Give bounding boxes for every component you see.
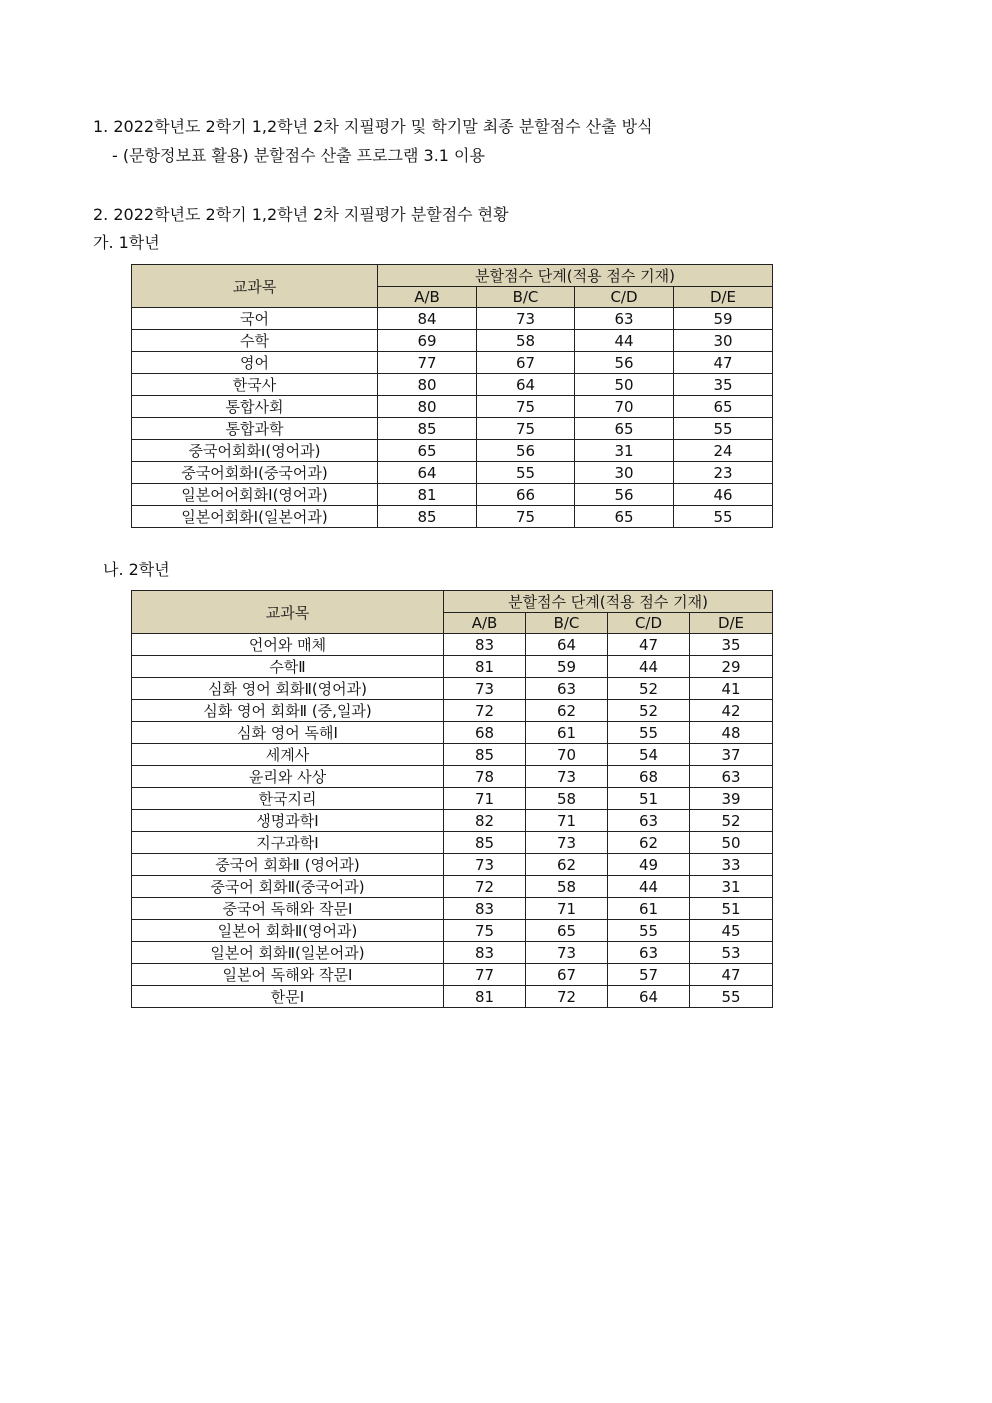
column-header-bc: B/C bbox=[477, 287, 575, 308]
score-cell: 30 bbox=[674, 330, 773, 352]
score-cell: 67 bbox=[526, 964, 608, 986]
score-cell: 51 bbox=[608, 788, 690, 810]
score-cell: 53 bbox=[690, 942, 773, 964]
column-header-de: D/E bbox=[674, 287, 773, 308]
cut-score-group-header: 분할점수 단계(적용 점수 기재) bbox=[378, 265, 773, 287]
score-cell: 85 bbox=[378, 418, 477, 440]
grade1-title: 가. 1학년 bbox=[93, 233, 160, 252]
score-cell: 55 bbox=[690, 986, 773, 1008]
cut-score-group-header: 분할점수 단계(적용 점수 기재) bbox=[444, 591, 773, 613]
grade1-score-table bbox=[131, 264, 773, 528]
grade2-score-table bbox=[131, 590, 773, 1008]
score-cell: 47 bbox=[690, 964, 773, 986]
column-header-de: D/E bbox=[690, 613, 773, 634]
score-cell: 63 bbox=[575, 308, 674, 330]
score-cell: 73 bbox=[526, 942, 608, 964]
score-cell: 52 bbox=[608, 700, 690, 722]
score-cell: 49 bbox=[608, 854, 690, 876]
grade2-title: 나. 2학년 bbox=[103, 560, 170, 579]
score-cell: 47 bbox=[674, 352, 773, 374]
table-row bbox=[132, 418, 773, 440]
table-row bbox=[132, 634, 773, 656]
score-cell: 44 bbox=[575, 330, 674, 352]
table-row bbox=[132, 920, 773, 942]
score-cell: 70 bbox=[575, 396, 674, 418]
score-cell: 67 bbox=[477, 352, 575, 374]
score-cell: 24 bbox=[674, 440, 773, 462]
score-cell: 82 bbox=[444, 810, 526, 832]
score-cell: 54 bbox=[608, 744, 690, 766]
score-cell: 58 bbox=[526, 788, 608, 810]
column-header-ab: A/B bbox=[378, 287, 477, 308]
subject-cell: 중국어회화Ⅰ(중국어과) bbox=[132, 462, 378, 484]
subject-cell: 언어와 매체 bbox=[132, 634, 444, 656]
score-cell: 78 bbox=[444, 766, 526, 788]
score-cell: 69 bbox=[378, 330, 477, 352]
table-row bbox=[132, 744, 773, 766]
table-row bbox=[132, 722, 773, 744]
score-cell: 50 bbox=[690, 832, 773, 854]
score-cell: 85 bbox=[444, 832, 526, 854]
column-header-bc: B/C bbox=[526, 613, 608, 634]
score-cell: 44 bbox=[608, 876, 690, 898]
score-cell: 62 bbox=[526, 700, 608, 722]
score-cell: 65 bbox=[674, 396, 773, 418]
score-cell: 66 bbox=[477, 484, 575, 506]
score-cell: 65 bbox=[526, 920, 608, 942]
score-cell: 65 bbox=[575, 418, 674, 440]
subject-cell: 윤리와 사상 bbox=[132, 766, 444, 788]
score-cell: 71 bbox=[526, 898, 608, 920]
score-cell: 73 bbox=[444, 854, 526, 876]
score-cell: 68 bbox=[444, 722, 526, 744]
section1-detail: - (문항정보표 활용) 분할점수 산출 프로그램 3.1 이용 bbox=[112, 146, 485, 165]
score-cell: 73 bbox=[444, 678, 526, 700]
score-cell: 48 bbox=[690, 722, 773, 744]
score-cell: 72 bbox=[444, 876, 526, 898]
subject-cell: 국어 bbox=[132, 308, 378, 330]
table-row bbox=[132, 700, 773, 722]
score-cell: 56 bbox=[575, 484, 674, 506]
score-cell: 83 bbox=[444, 942, 526, 964]
grade2-table-body bbox=[132, 634, 773, 1008]
subject-cell: 영어 bbox=[132, 352, 378, 374]
subject-cell: 통합사회 bbox=[132, 396, 378, 418]
subject-cell: 심화 영어 회화Ⅱ(영어과) bbox=[132, 678, 444, 700]
score-cell: 83 bbox=[444, 898, 526, 920]
table-row bbox=[132, 484, 773, 506]
score-cell: 77 bbox=[378, 352, 477, 374]
score-cell: 71 bbox=[526, 810, 608, 832]
score-cell: 81 bbox=[378, 484, 477, 506]
subject-cell: 지구과학Ⅰ bbox=[132, 832, 444, 854]
table-row bbox=[132, 832, 773, 854]
score-cell: 63 bbox=[608, 942, 690, 964]
subject-cell: 심화 영어 독해Ⅰ bbox=[132, 722, 444, 744]
score-cell: 61 bbox=[526, 722, 608, 744]
score-cell: 81 bbox=[444, 986, 526, 1008]
score-cell: 65 bbox=[575, 506, 674, 528]
subject-cell: 한국지리 bbox=[132, 788, 444, 810]
score-cell: 62 bbox=[526, 854, 608, 876]
section1-heading: 1. 2022학년도 2학기 1,2학년 2차 지필평가 및 학기말 최종 분할점수 산출 방식 bbox=[93, 117, 653, 136]
score-cell: 63 bbox=[690, 766, 773, 788]
score-cell: 63 bbox=[526, 678, 608, 700]
score-cell: 75 bbox=[477, 418, 575, 440]
score-cell: 73 bbox=[526, 766, 608, 788]
score-cell: 52 bbox=[690, 810, 773, 832]
score-cell: 73 bbox=[477, 308, 575, 330]
score-cell: 73 bbox=[526, 832, 608, 854]
score-cell: 64 bbox=[608, 986, 690, 1008]
table-row bbox=[132, 876, 773, 898]
score-cell: 83 bbox=[444, 634, 526, 656]
table-row bbox=[132, 942, 773, 964]
score-cell: 72 bbox=[526, 986, 608, 1008]
subject-cell: 중국어회화Ⅰ(영어과) bbox=[132, 440, 378, 462]
subject-cell: 일본어 독해와 작문Ⅰ bbox=[132, 964, 444, 986]
subject-header: 교과목 bbox=[132, 591, 444, 634]
score-cell: 56 bbox=[575, 352, 674, 374]
score-cell: 55 bbox=[608, 722, 690, 744]
score-cell: 77 bbox=[444, 964, 526, 986]
score-cell: 31 bbox=[575, 440, 674, 462]
score-cell: 59 bbox=[526, 656, 608, 678]
section2-heading: 2. 2022학년도 2학기 1,2학년 2차 지필평가 분할점수 현황 bbox=[93, 205, 509, 224]
score-cell: 84 bbox=[378, 308, 477, 330]
score-cell: 33 bbox=[690, 854, 773, 876]
score-cell: 51 bbox=[690, 898, 773, 920]
subject-cell: 통합과학 bbox=[132, 418, 378, 440]
score-cell: 37 bbox=[690, 744, 773, 766]
score-cell: 80 bbox=[378, 374, 477, 396]
score-cell: 75 bbox=[444, 920, 526, 942]
subject-cell: 중국어 독해와 작문Ⅰ bbox=[132, 898, 444, 920]
score-cell: 47 bbox=[608, 634, 690, 656]
table-row bbox=[132, 964, 773, 986]
table-row bbox=[132, 308, 773, 330]
table-row bbox=[132, 352, 773, 374]
score-cell: 56 bbox=[477, 440, 575, 462]
table-row bbox=[132, 898, 773, 920]
subject-cell: 세계사 bbox=[132, 744, 444, 766]
score-cell: 39 bbox=[690, 788, 773, 810]
table-row bbox=[132, 678, 773, 700]
score-cell: 85 bbox=[444, 744, 526, 766]
score-cell: 80 bbox=[378, 396, 477, 418]
column-header-ab: A/B bbox=[444, 613, 526, 634]
subject-cell: 일본어 회화Ⅱ(영어과) bbox=[132, 920, 444, 942]
score-cell: 75 bbox=[477, 506, 575, 528]
score-cell: 23 bbox=[674, 462, 773, 484]
table-row bbox=[132, 986, 773, 1008]
score-cell: 42 bbox=[690, 700, 773, 722]
score-cell: 64 bbox=[477, 374, 575, 396]
score-cell: 35 bbox=[690, 634, 773, 656]
subject-cell: 수학 bbox=[132, 330, 378, 352]
score-cell: 41 bbox=[690, 678, 773, 700]
table-row bbox=[132, 788, 773, 810]
score-cell: 61 bbox=[608, 898, 690, 920]
subject-cell: 수학Ⅱ bbox=[132, 656, 444, 678]
table-row bbox=[132, 396, 773, 418]
table-row bbox=[132, 506, 773, 528]
subject-cell: 생명과학Ⅰ bbox=[132, 810, 444, 832]
score-cell: 29 bbox=[690, 656, 773, 678]
column-header-cd: C/D bbox=[575, 287, 674, 308]
score-cell: 50 bbox=[575, 374, 674, 396]
subject-cell: 일본어어회화Ⅰ(영어과) bbox=[132, 484, 378, 506]
score-cell: 81 bbox=[444, 656, 526, 678]
table-row bbox=[132, 854, 773, 876]
table-row bbox=[132, 462, 773, 484]
subject-cell: 중국어 회화Ⅱ(중국어과) bbox=[132, 876, 444, 898]
score-cell: 55 bbox=[674, 418, 773, 440]
column-header-cd: C/D bbox=[608, 613, 690, 634]
score-cell: 45 bbox=[690, 920, 773, 942]
table-row bbox=[132, 656, 773, 678]
subject-cell: 심화 영어 회화Ⅱ (중,일과) bbox=[132, 700, 444, 722]
table-row bbox=[132, 810, 773, 832]
score-cell: 70 bbox=[526, 744, 608, 766]
score-cell: 71 bbox=[444, 788, 526, 810]
score-cell: 63 bbox=[608, 810, 690, 832]
score-cell: 57 bbox=[608, 964, 690, 986]
table-row bbox=[132, 440, 773, 462]
score-cell: 52 bbox=[608, 678, 690, 700]
score-cell: 64 bbox=[378, 462, 477, 484]
subject-cell: 중국어 회화Ⅱ (영어과) bbox=[132, 854, 444, 876]
score-cell: 85 bbox=[378, 506, 477, 528]
subject-cell: 일본어 회화Ⅱ(일본어과) bbox=[132, 942, 444, 964]
score-cell: 31 bbox=[690, 876, 773, 898]
score-cell: 65 bbox=[378, 440, 477, 462]
score-cell: 55 bbox=[608, 920, 690, 942]
score-cell: 68 bbox=[608, 766, 690, 788]
table-row bbox=[132, 330, 773, 352]
table-row bbox=[132, 374, 773, 396]
score-cell: 55 bbox=[477, 462, 575, 484]
table-row bbox=[132, 766, 773, 788]
score-cell: 58 bbox=[526, 876, 608, 898]
score-cell: 58 bbox=[477, 330, 575, 352]
subject-cell: 한문Ⅰ bbox=[132, 986, 444, 1008]
score-cell: 44 bbox=[608, 656, 690, 678]
subject-cell: 일본어회화Ⅰ(일본어과) bbox=[132, 506, 378, 528]
subject-header: 교과목 bbox=[132, 265, 378, 308]
score-cell: 59 bbox=[674, 308, 773, 330]
score-cell: 64 bbox=[526, 634, 608, 656]
score-cell: 55 bbox=[674, 506, 773, 528]
score-cell: 35 bbox=[674, 374, 773, 396]
score-cell: 30 bbox=[575, 462, 674, 484]
subject-cell: 한국사 bbox=[132, 374, 378, 396]
score-cell: 62 bbox=[608, 832, 690, 854]
score-cell: 75 bbox=[477, 396, 575, 418]
grade1-table-body bbox=[132, 308, 773, 528]
score-cell: 72 bbox=[444, 700, 526, 722]
score-cell: 46 bbox=[674, 484, 773, 506]
